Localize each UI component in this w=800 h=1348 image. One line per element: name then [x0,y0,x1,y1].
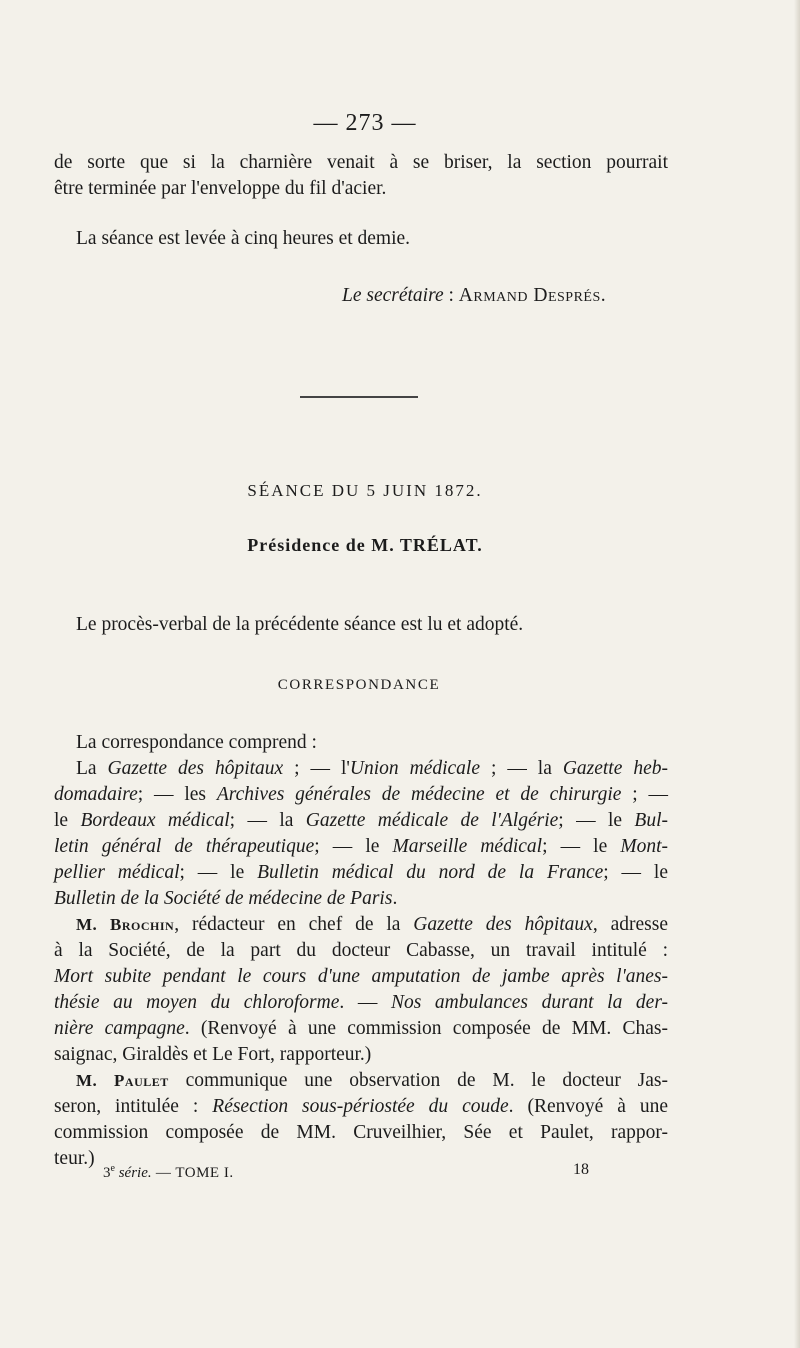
minutes-adopted: Le procès-verbal de la précédente séance est lu et adopté. [76,614,524,635]
paragraph-line [54,808,668,834]
text: ; — les [137,784,217,805]
series-number: 3 [103,1165,111,1181]
paragraph-line: Mort subite pendant le cours d'une amputation de jambe après l'anes- [54,966,668,987]
section-heading: CORRESPONDANCE [277,677,441,693]
journal-title: domadaire [54,784,138,805]
paragraph-line [76,1068,668,1094]
volume-label: — TOME I. [151,1165,234,1181]
text: le [54,810,81,831]
journal-title: pellier médical [54,862,180,883]
journal-title: Gazette des hôpitaux [413,914,593,935]
work-title: thésie au moyen du chloroforme [54,992,340,1013]
paragraph-line [54,834,668,860]
paragraph-line [76,756,668,782]
paragraph-line [54,886,397,912]
member-name: M. Paulet [76,1071,169,1090]
paragraph-line: teur.) [54,1148,95,1169]
journal-title: letin général de thérapeutique [54,836,315,857]
paragraph-line [54,1094,668,1120]
paragraph-line [76,912,668,938]
journal-title: Bulletin de la Société de médecine de Paris [54,888,393,909]
correspondence-intro: La correspondance comprend : [76,732,317,753]
text: ; — le [603,862,668,883]
journal-title: Union médicale [349,758,481,779]
secretary-signature [342,283,606,309]
text: . — [339,992,391,1013]
text: , adresse [592,914,668,935]
journal-title: Marseille médical [392,836,543,857]
member-name: M. Brochin [76,915,175,934]
text: seron, intitulée : [54,1096,213,1117]
journal-title: Gazette des hôpitaux [107,758,284,779]
series-footer [103,1163,234,1182]
paragraph-line: de sorte que si la charnière venait à se briser, la section pourrait [54,152,668,173]
paragraph-line: saignac, Giraldès et Le Fort, rapporteur.) [54,1044,372,1065]
paragraph-line [54,860,668,886]
text: ; — la [480,758,563,779]
series-word: série. [114,1165,152,1181]
series-superscript: e [110,1163,115,1174]
journal-title: Bulletin médical du nord de la France [257,862,604,883]
signature-separator: : [443,285,459,306]
text: . [392,888,398,909]
paragraph-line [54,1016,668,1042]
section-divider [300,396,418,398]
text: ; — [621,784,668,805]
text: ; — le [542,836,621,857]
paragraph-line: commission composée de MM. Cruveilhier, Sée et Paulet, rappor- [54,1122,668,1143]
journal-title: Archives générales de médecine et de chirurgie [216,784,622,805]
paragraph-line: à la Société, de la part du docteur Cabasse, un travail intitulé : [54,940,668,961]
signature-mark: 18 [573,1161,589,1178]
text: , rédacteur en chef de la [174,914,414,935]
journal-title: Gazette médicale de l'Algérie [305,810,559,831]
signature-label: Le secrétaire [342,285,444,306]
text: ; — le [558,810,635,831]
secretary-name: Armand Després. [458,285,607,306]
text: . (Renvoyé à une [508,1096,668,1117]
text: . (Renvoyé à une commission composée de MM. Chas- [184,1018,668,1039]
work-title: Résection sous-périostée du coude [212,1096,509,1117]
page-edge-shadow [794,0,800,1348]
text: ; — le [314,836,393,857]
presidency-line: Présidence de M. TRÉLAT. [247,535,483,555]
text: communique une observation de M. le docteur Jas- [168,1070,668,1091]
work-title: Nos ambulances durant la der- [390,992,669,1013]
session-title: SÉANCE DU 5 JUIN 1872. [247,481,483,500]
session-closing: La séance est levée à cinq heures et demie. [76,228,411,249]
work-title: nière campagne [54,1018,185,1039]
journal-title: Bul- [634,810,668,831]
text: La [76,758,108,779]
page-number: — 273 — [313,110,417,136]
journal-title: Bordeaux médical [80,810,230,831]
text: ; — le [179,862,258,883]
journal-title: Gazette heb- [562,758,668,779]
text: ; — la [229,810,306,831]
paragraph-line [54,990,668,1016]
journal-title: Mont- [620,836,668,857]
text: ; — l' [283,758,350,779]
paragraph-line: être terminée par l'enveloppe du fil d'acier. [54,178,387,199]
paragraph-line [54,782,668,808]
